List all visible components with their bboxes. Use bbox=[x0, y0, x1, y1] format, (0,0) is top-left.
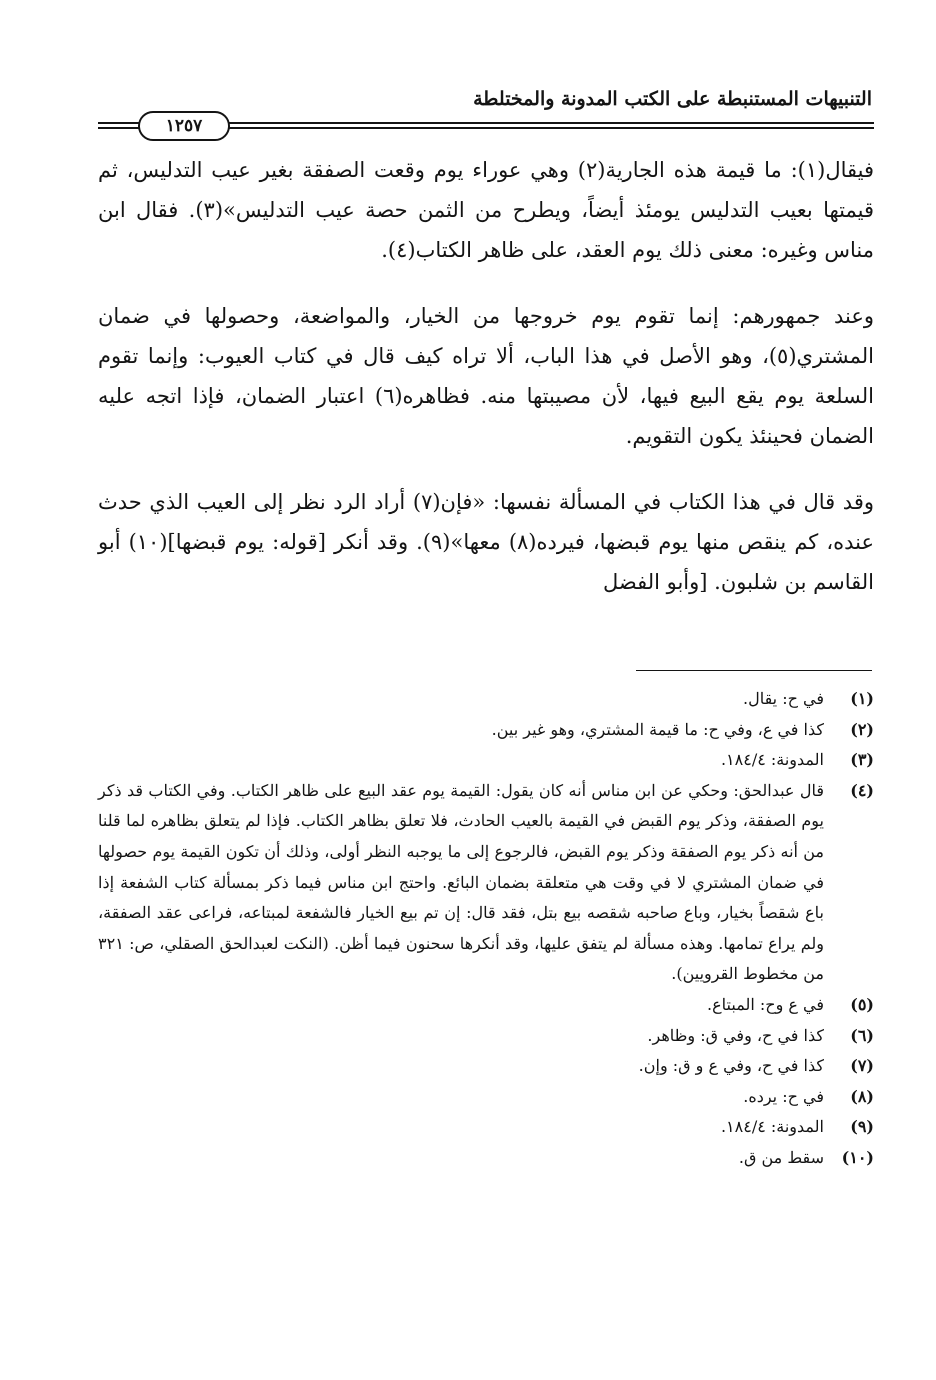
footnote-item bbox=[98, 1112, 874, 1143]
footnote-number: (٣) bbox=[850, 750, 874, 770]
body-paragraph: وقد قال في هذا الكتاب في المسألة نفسها: «فإن(٧) أراد الرد نظر إلى العيب الذي حدث عنده، كم ينقص منها يوم قبضها، فيرده(٨) معها»(٩). وقد أنكر [قوله: يوم قبضها](١٠) أبو القاسم بن شلبون. [وأبو الفضل bbox=[98, 490, 875, 594]
body-paragraph: وعند جمهورهم: إنما تقوم يوم خروجها من الخيار، والمواضعة، وحصولها في ضمان المشتري(٥)، وهو الأصل في هذا الباب، ألا تراه كيف قال في كتاب العيوب: وإنما تقوم السلعة يوم يقع البيع فيها، لأن مصيبتها منه. فظاهره(٦) اعتبار الضمان، فإذا اتجه عليه الضمان فحينئذ يكون التقويم. bbox=[98, 304, 874, 448]
footnote-number: (٩) bbox=[850, 1117, 874, 1137]
footnote-item bbox=[98, 776, 874, 990]
footnote-text: قال عبدالحق: وحكي عن ابن مناس أنه كان يقول: القيمة يوم عقد البيع على ظاهر الكتاب. وفي الكتاب قد ذكر يوم الصفقة، وذكر يوم القبض في القيمة بالعيب الحادث، فلا تعلق بظاهر الكتاب. فإذا لم يتعلق بظاهره لما قلنا من أنه ذكر يوم الصفقة وذكر يوم القبض، فالرجوع إلى ما يوجبه النظر أولى، وذلك أن تكون القيمة يوم حصولها في ضمان المشتري لا في وقت هي متعلقة بضمان البائع. واحتج ابن مناس فيما ذكر بمسألة كتاب الشفعة إذا باع شقصاً بخيار، وباع صاحبه شقصه بيع بتل، فقد قال: إن تم بيع الخيار فالشفعة لمبتاعه، فراعى عقد الصفقة، ولم يراع تمامها. وهذه مسألة لم يتفق عليها، وقد أنكرها سحنون فيما أظن. (النكت لعبدالحق الصقلي، ص: ٣٢١ من مخطوط القرويين). bbox=[98, 780, 825, 984]
footnote-number: (٤) bbox=[850, 780, 874, 800]
footnote-number: (١) bbox=[850, 689, 874, 708]
footnote-item bbox=[98, 1143, 874, 1174]
footnote-item bbox=[98, 990, 874, 1021]
body-paragraph: فيقال(١): ما قيمة هذه الجارية(٢) وهي عوراء يوم وقعت الصفقة بغير عيب التدليس، ثم قيمتها بعيب التدليس يومئذ أيضاً، ويطرح من الثمن حصة عيب التدليس»(٣). فقال ابن مناس وغيره: معنى ذلك يوم العقد، على ظاهر الكتاب(٤). bbox=[98, 158, 874, 262]
footnote-text: في ع وح: المبتاع. bbox=[707, 994, 824, 1014]
footnote-number: (٧) bbox=[850, 1056, 874, 1076]
footnote-separator bbox=[636, 670, 872, 671]
main-text bbox=[98, 150, 874, 602]
footnote-number: (٨) bbox=[850, 1086, 874, 1106]
footnote-text: المدونة: ١٨٤/٤. bbox=[720, 1117, 824, 1137]
footnote-number: (٦) bbox=[850, 1025, 874, 1045]
footnote-text: كذا في ح، وفي ق: وظاهر. bbox=[647, 1025, 824, 1045]
footnote-item bbox=[98, 715, 874, 746]
running-header-title: التنبيهات المستنبطة على الكتب المدونة والمختلطة bbox=[473, 88, 872, 110]
footnote-item bbox=[98, 1021, 874, 1052]
footnote-number: (٥) bbox=[850, 994, 874, 1014]
footnote-text: سقط من ق. bbox=[738, 1147, 824, 1167]
footnote-text: المدونة: ١٨٤/٤. bbox=[720, 750, 824, 770]
page-number-badge: ١٢٥٧ bbox=[138, 111, 230, 141]
footnotes-list bbox=[98, 684, 874, 1174]
footnote-text: في ح: يرده. bbox=[743, 1086, 824, 1106]
footnote-item bbox=[98, 745, 874, 776]
footnote-number: (١٠) bbox=[841, 1147, 874, 1167]
footnote-text: كذا في ح، وفي ع و ق: وإن. bbox=[638, 1056, 824, 1076]
footnote-number: (٢) bbox=[850, 719, 874, 739]
footnote-text: في ح: يقال. bbox=[742, 689, 824, 708]
footnote-item bbox=[98, 1082, 874, 1113]
footnote-item bbox=[98, 684, 874, 715]
footnote-text: كذا في ع، وفي ح: ما قيمة المشتري، وهو غير بين. bbox=[491, 719, 824, 739]
footnote-item bbox=[98, 1051, 874, 1082]
